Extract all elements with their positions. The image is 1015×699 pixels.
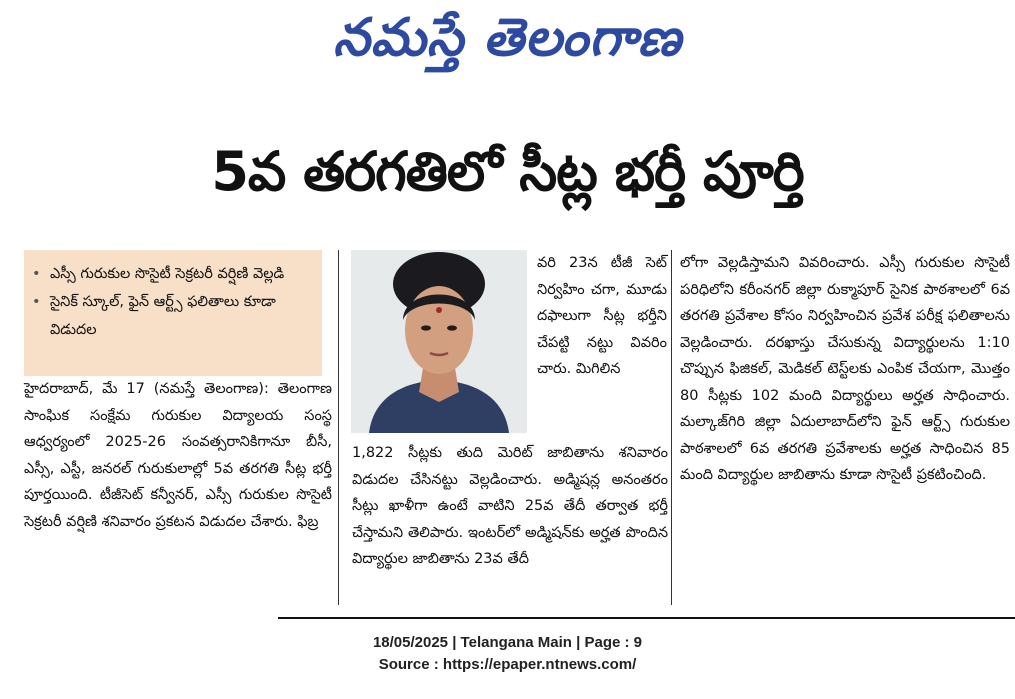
column-divider (671, 250, 672, 605)
article-column-2-top (537, 250, 667, 383)
column-divider (338, 250, 339, 605)
highlight-text: సైనిక్ స్కూల్, ఫైన్ ఆర్ట్స్ ఫలితాలు కూడా విడుదల (50, 294, 276, 338)
article-column-3 (680, 250, 1010, 489)
edition-info: 18/05/2025 | Telangana Main | Page : 9 (372, 634, 643, 651)
portrait-photo (351, 250, 527, 433)
highlight-item (32, 260, 316, 288)
portrait-illustration (351, 250, 527, 433)
highlight-item (32, 288, 316, 344)
bullet-icon: • (32, 294, 41, 310)
footer-divider (278, 617, 1015, 619)
masthead-logo: నమస్తే తెలంగాణ (333, 7, 682, 68)
article-paragraph: లోగా వెల్లడిస్తామని వివరించారు. ఎస్సీ గురుకుల సొసైటీ పరిధిలోని కరీంనగర్ జిల్లా రుక్మాపూర్ సైనిక పాఠశాలలో 6వ తరగతి ప్రవేశాల కోసం నిర్వహించిన ప్రవేశ పరీక్ష ఫలితాలను వెల్లడించారు. దరఖాస్తు చేసుకున్న విద్యార్థులను 1:10 చొప్పున ఫిజికల్, మెడికల్ టెస్ట్‌లకు ఎంపిక చేయగా, మొత్తం 80 సీట్లకు 102 మంది విద్యార్థులు అర్హత సాధించారు. మల్కాజ్‌గిరి జిల్లా ఏదులాబాద్‌లోని ఫైన్ ఆర్ట్స్ గురుకుల పాఠశాలలో 6వ తరగతి ప్రవేశాలకు అర్హత సాధించిన 85 మంది విద్యార్థుల జాబితాను కూడా సొసైటీ ప్రకటించింది. (680, 255, 1010, 483)
headline: 5వ తరగతిలో సీట్ల భర్తీ పూర్తి (211, 140, 804, 203)
article-column-1 (24, 376, 332, 535)
source-link[interactable]: Source : https://epaper.ntnews.com/ (378, 656, 637, 673)
article-paragraph: 1,822 సీట్లకు తుది మెరిట్ జాబితాను శనివారం విడుదల చేసినట్టు వెల్లడించారు. అడ్మిషన్ల అనంతరం సీట్లు ఖాళీగా ఉంటే వాటిని 25వ తేదీ తర్వాత భర్తీ చేస్తామని తెలిపారు. ఇంటర్‌లో అడ్మిషన్‌కు అర్హత పొందిన విద్యార్థుల జాబితాను 23వ తేదీ (352, 445, 668, 567)
highlights-box (24, 250, 322, 376)
article-paragraph: హైదరాబాద్, మే 17 (నమస్తే తెలంగాణ): తెలంగాణ సాంఘిక సంక్షేమ గురుకుల విద్యాలయ సంస్థ ఆధ్వర్యంలో 2025-26 సంవత్సరానికిగానూ బీసీ, ఎస్సీ, ఎస్టీ, జనరల్ గురుకులాల్లో 5వ తరగతి సీట్ల భర్తీ పూర్తయింది. టీజీసెట్ కన్వీనర్, ఎస్సీ గురుకుల సొసైటీ సెక్రటరీ వర్షిణి శనివారం ప్రకటన విడుదల చేశారు. ఫిబ్ర (24, 381, 332, 530)
article-paragraph: వరి 23న టీజీ సెట్ నిర్వహిం చగా, మూడు దఫాలుగా సీట్ల భర్తీని చేపట్టి నట్టు వివరిం చారు. మిగిలిన (537, 255, 667, 377)
highlight-text: ఎస్సీ గురుకుల సొసైటీ సెక్రటరీ వర్షిణి వెల్లడి (50, 266, 285, 282)
article-column-2-bottom (352, 440, 668, 573)
bullet-icon: • (32, 266, 41, 282)
